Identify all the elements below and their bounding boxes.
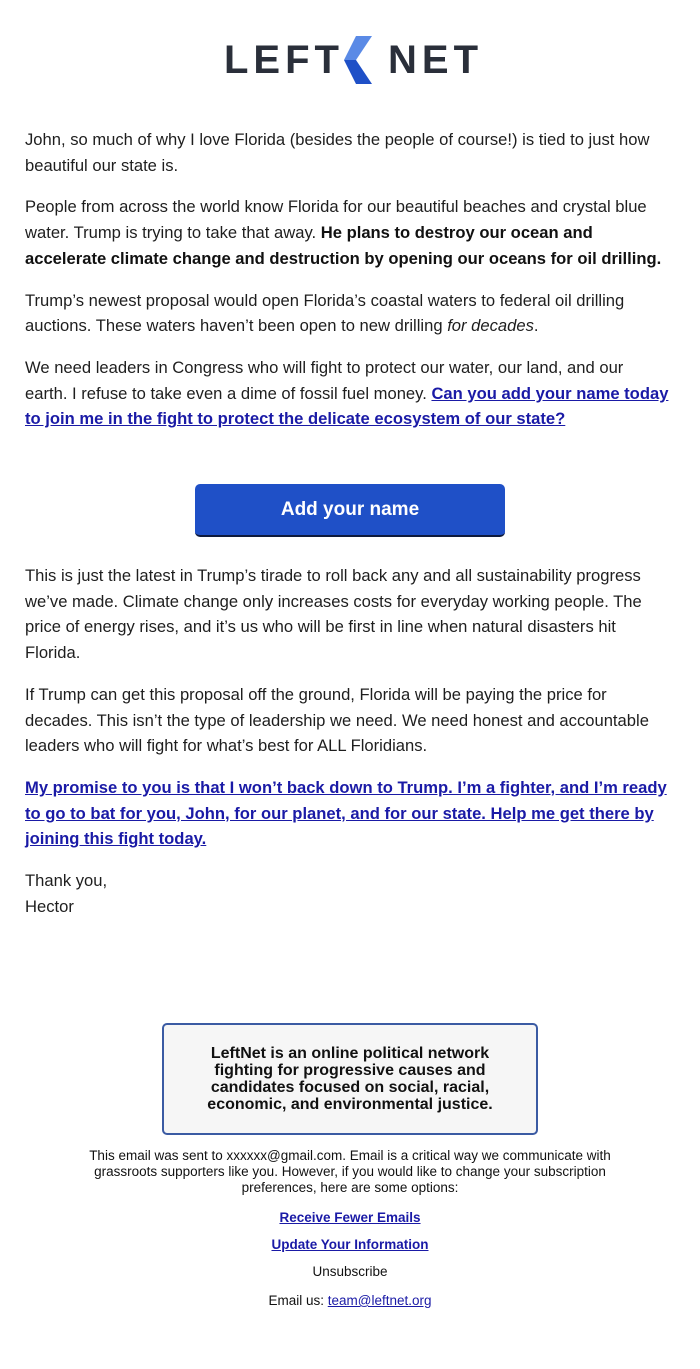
signoff-text: Thank you, — [25, 871, 108, 891]
logo-text-net: NET — [388, 38, 483, 82]
paragraph-proposal-text: Trump’s newest proposal would open Florida’s coastal waters to federal oil drilling auctions. These waters haven’t been open to new drilling — [25, 290, 625, 336]
receive-fewer-emails-link[interactable]: Receive Fewer Emails — [279, 1210, 421, 1225]
unsubscribe-link[interactable]: Unsubscribe — [312, 1264, 388, 1279]
paragraph-proposal — [25, 288, 670, 339]
paragraph-beaches-bold: He plans to destroy our ocean and accelerate climate change and destruction by opening our oceans for oil drilling. — [25, 223, 662, 268]
email-body-top — [25, 127, 670, 448]
paragraph-beaches-text: People from across the world know Florida for our beautiful beaches and crystal blue water. Trump is trying to take that away. — [25, 197, 647, 243]
paragraph-proposal-italic: for decades — [447, 316, 534, 336]
signoff-block — [25, 868, 670, 919]
paragraph-intro: John, so much of why I love Florida (besides the people of course!) is tied to just how beautiful our state is. — [25, 130, 650, 175]
paragraph-leaders — [25, 355, 670, 432]
logo-text-left: LEFT — [224, 38, 344, 82]
chevron-logo-icon — [342, 36, 378, 84]
header-logo — [0, 36, 700, 86]
email-body-bottom — [25, 563, 670, 935]
paragraph-leaders-text: We need leaders in Congress who will fight to protect our water, our land, and our earth. I refuse to take even a dime of fossil fuel money. — [25, 357, 624, 403]
signature-text: Hector — [25, 896, 74, 916]
footer-notice: This email was sent to xxxxxx@gmail.com. Email is a critical way we communicate with grassroots supporters like you. However, if you would like to change your subscription preferences, here are some options: — [89, 1148, 611, 1195]
email-us-line — [60, 1293, 640, 1309]
email-us-label: Email us: — [268, 1293, 328, 1308]
paragraph-promise — [25, 775, 670, 852]
paragraph-beaches — [25, 194, 670, 271]
paragraph-tirade: This is just the latest in Trump’s tirade to roll back any and all sustainability progress we’ve made. Climate change only increases costs for everyday working people. The price of energy rises, and it’s us who will be first in line when natural disasters hit Florida. — [25, 566, 642, 663]
promise-link[interactable]: My promise to you is that I won’t back down to Trump. I’m a fighter, and I’m ready to go to bat for you, John, for our planet, and for our state. Help me get there by joining this fight today. — [25, 777, 667, 849]
add-your-name-button[interactable]: Add your name — [195, 484, 505, 537]
logo-wrapper — [224, 36, 483, 86]
paragraph-price: If Trump can get this proposal off the ground, Florida will be paying the price for decades. This isn’t the type of leadership we need. We need honest and accountable leaders who will fight for what’s best for ALL Floridians. — [25, 684, 649, 756]
about-box: LeftNet is an online political network fighting for progressive causes and candidates focused on social, racial, economic, and environmental justice. — [162, 1023, 538, 1135]
footer — [60, 1148, 640, 1309]
paragraph-proposal-end: . — [533, 316, 539, 336]
update-information-link[interactable]: Update Your Information — [271, 1237, 429, 1252]
add-name-link[interactable]: Can you add your name today to join me in the fight to protect the delicate ecosystem of our state? — [25, 383, 669, 429]
contact-email-link[interactable]: team@leftnet.org — [327, 1293, 432, 1308]
